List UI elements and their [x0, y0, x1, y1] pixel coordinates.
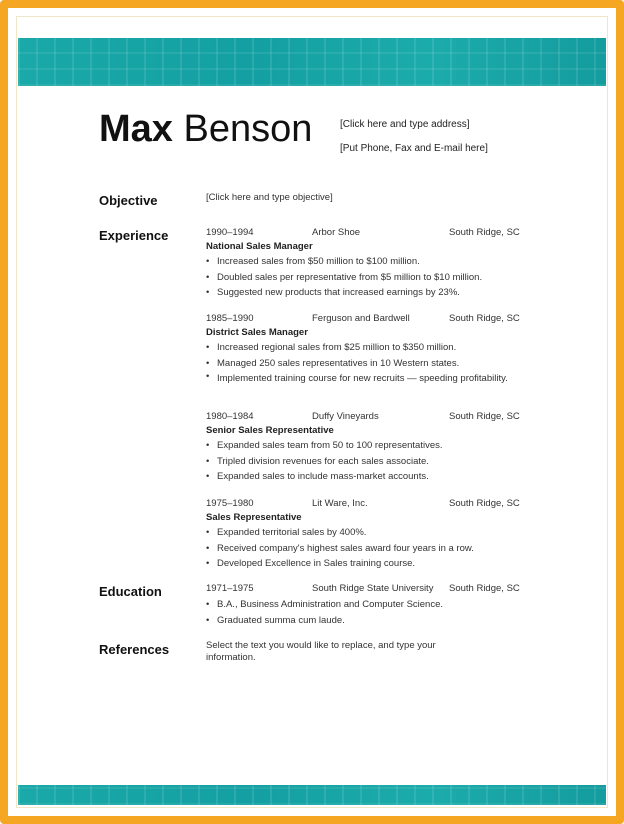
list-item: • Suggested new products that increased earnings by 23%. [206, 285, 516, 301]
list-item: • Increased sales from $50 million to $100 million. [206, 254, 516, 270]
list-item: • Expanded sales to include mass-market accounts. [206, 469, 516, 485]
list-item: • Implemented training course for new recruits — speeding profitability. [206, 371, 516, 386]
list-item: • Expanded territorial sales by 400%. [206, 525, 516, 541]
education-location: South Ridge, SC [449, 583, 520, 594]
list-item: • Increased regional sales from $25 million to $350 million. [206, 340, 516, 356]
job-dates: 1985–1990 [206, 313, 254, 324]
list-item: • Graduated summa cum laude. [206, 613, 516, 629]
list-item: • B.A., Business Administration and Computer Science. [206, 597, 516, 613]
list-item: • Received company's highest sales award four years in a row. [206, 541, 516, 557]
objective-placeholder[interactable]: [Click here and type objective] [206, 192, 333, 203]
education-school: South Ridge State University [312, 583, 434, 594]
contact-placeholder[interactable]: [Put Phone, Fax and E-mail here] [340, 143, 488, 154]
last-name: Benson [183, 108, 313, 150]
job-title: National Sales Manager [206, 241, 313, 252]
job-title: Sales Representative [206, 512, 302, 523]
job-dates: 1980–1984 [206, 411, 254, 422]
job-location: South Ridge, SC [449, 227, 520, 238]
job-company: Arbor Shoe [312, 227, 361, 238]
job-dates: 1975–1980 [206, 498, 254, 509]
list-item: • Tripled division revenues for each sales associate. [206, 454, 516, 470]
list-item: • Expanded sales team from 50 to 100 representatives. [206, 438, 516, 454]
job-bullets [206, 254, 516, 301]
job-bullets [206, 525, 516, 572]
section-education-heading: Education [99, 584, 162, 599]
list-item: • Doubled sales per representative from $5 million to $10 million. [206, 270, 516, 286]
job-bullets [206, 438, 516, 485]
education-bullets [206, 597, 516, 628]
section-objective-heading: Objective [99, 193, 158, 208]
candidate-name [99, 107, 312, 151]
job-dates: 1990–1994 [206, 227, 254, 238]
list-item: • Managed 250 sales representatives in 10 Western states. [206, 356, 516, 372]
header-band [18, 38, 606, 86]
first-name: Max [99, 108, 173, 150]
job-location: South Ridge, SC [449, 411, 520, 422]
job-bullets [206, 340, 516, 386]
job-location: South Ridge, SC [449, 498, 520, 509]
footer-band [18, 785, 606, 805]
job-company: Ferguson and Bardwell [312, 313, 410, 324]
section-references-heading: References [99, 642, 170, 657]
job-title: District Sales Manager [206, 327, 308, 338]
references-placeholder[interactable]: Select the text you would like to replace, and type your information. [206, 640, 436, 663]
section-experience-heading: Experience [99, 228, 169, 243]
job-company: Lit Ware, Inc. [312, 498, 368, 509]
education-dates: 1971–1975 [206, 583, 254, 594]
address-placeholder[interactable]: [Click here and type address] [340, 119, 470, 130]
job-title: Senior Sales Representative [206, 425, 334, 436]
list-item: • Developed Excellence in Sales training course. [206, 556, 516, 572]
job-company: Duffy Vineyards [312, 411, 379, 422]
job-location: South Ridge, SC [449, 313, 520, 324]
